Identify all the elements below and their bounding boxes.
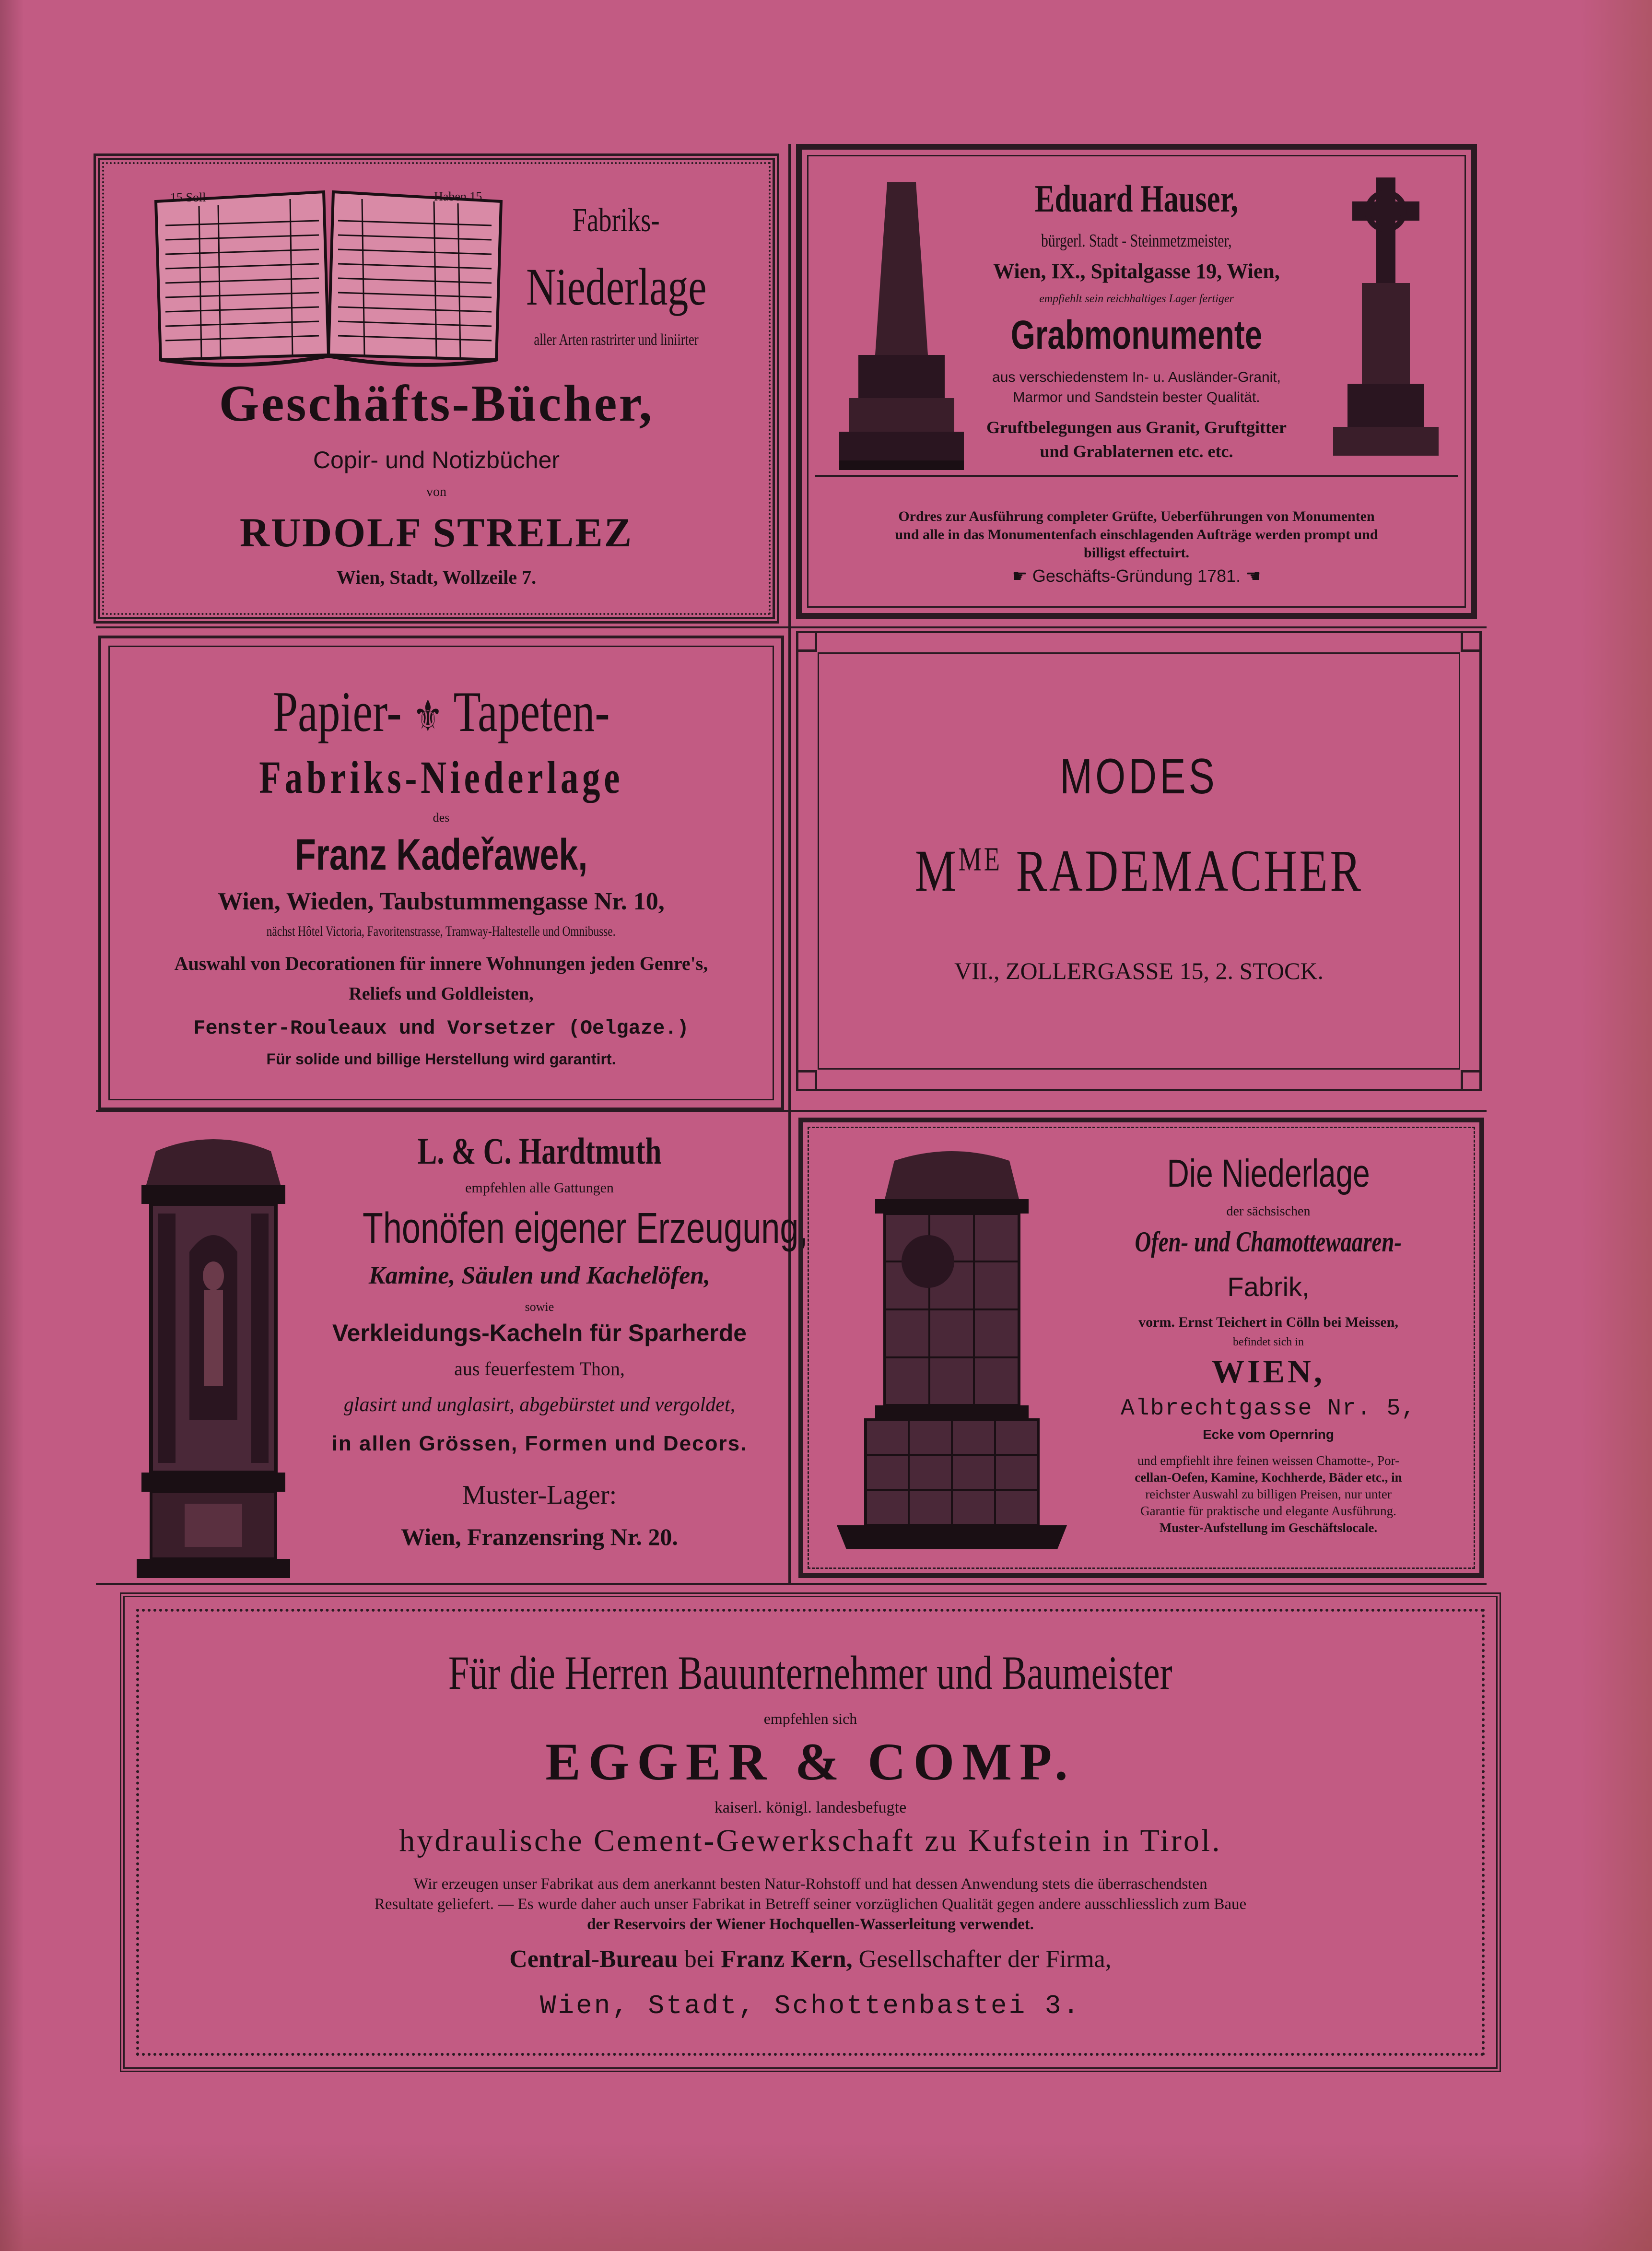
hauser-name: Eduard Hauser,: [1034, 178, 1239, 220]
double-eagle-crest-icon: ⚜: [412, 693, 443, 741]
hauser-gruendung: ☛ Geschäfts-Gründung 1781. ☚: [1012, 566, 1261, 586]
corner-square-br: [1461, 1070, 1482, 1091]
hauser-rule: [815, 475, 1458, 477]
kaderawek-papier-tapeten: Papier- ⚜ Tapeten-: [272, 680, 610, 743]
ad-franz-kaderawek: [98, 636, 784, 1110]
hauser-marmor: Marmor und Sandstein bester Qualität.: [1013, 389, 1260, 405]
ad-hardtmuth: [98, 1118, 808, 1588]
teichert-text-1: und empfiehlt ihre feinen weissen Chamotte-, Por-: [1137, 1453, 1400, 1468]
strelez-arten: aller Arten rastrirter und liniirter: [534, 331, 699, 349]
strelez-von: von: [426, 484, 446, 499]
teichert-wien: WIEN,: [1212, 1353, 1325, 1390]
teichert-text-4: Garantie für praktische und elegante Ausführung.: [1140, 1504, 1396, 1518]
hauser-address: Wien, IX., Spitalgasse 19, Wien,: [993, 259, 1280, 283]
hardtmuth-muster-lager: Muster-Lager:: [462, 1480, 617, 1510]
hauser-empfiehlt: empfiehlt sein reichhaltiges Lager fertiger: [1039, 293, 1234, 305]
kaderawek-address: Wien, Wieden, Taubstummengasse Nr. 10,: [218, 888, 665, 915]
teichert-fabrik: Fabrik,: [1227, 1272, 1310, 1302]
strelez-fabriks: Fabriks-: [573, 202, 660, 239]
ledger-book-illustration: [146, 182, 511, 365]
corner-square-tl: [796, 631, 817, 652]
rademacher-address: VII., ZOLLERGASSE 15, 2. STOCK.: [954, 957, 1324, 984]
hardtmuth-glasirt: glasirt und unglasirt, abgebürstet und vergoldet,: [343, 1394, 736, 1416]
kaderawek-garantirt: Für solide und billige Herstellung wird garantirt.: [266, 1050, 616, 1068]
page-edge-right: [1580, 0, 1652, 2251]
teichert-albrechtgasse: Albrechtgasse Nr. 5,: [1120, 1396, 1417, 1422]
hardtmuth-thonoefen: Thonöfen eigener Erzeugung,: [362, 1204, 808, 1252]
hauser-ordres-3: billigst effectuirt.: [1084, 545, 1189, 561]
egger-cement: hydraulische Cement-Gewerkschaft zu Kufstein in Tirol.: [399, 1823, 1222, 1858]
egger-empfehlen: empfehlen sich: [763, 1710, 857, 1727]
ad-mme-rademacher: [796, 631, 1482, 1091]
kaderawek-fabriks-niederlage: Fabriks-Niederlage: [258, 752, 624, 803]
ad-eduard-hauser: [796, 144, 1477, 619]
row-divider-1: [96, 626, 1487, 628]
pointing-hand-right-icon: ☚: [1241, 566, 1261, 586]
corner-square-bl: [796, 1070, 817, 1091]
kaderawek-naechst: nächst Hôtel Victoria, Favoritenstrasse, Tramway-Haltestelle und Omnibusse.: [267, 923, 616, 939]
rademacher-name: $M^{ME}$ RADEMACHER: [914, 838, 1363, 904]
teichert-text-5: Muster-Aufstellung im Geschäftslocale.: [1159, 1520, 1378, 1535]
hardtmuth-address: Wien, Franzensring Nr. 20.: [401, 1523, 678, 1550]
kaderawek-reliefs: Reliefs und Goldleisten,: [349, 984, 534, 1004]
hardtmuth-sowie: sowie: [525, 1300, 554, 1314]
teichert-befindet: befindet sich in: [1233, 1336, 1304, 1348]
ad-rudolf-strelez: [94, 153, 779, 624]
hardtmuth-empfehlen: empfehlen alle Gattungen: [465, 1180, 614, 1196]
hardtmuth-verkleidungs: Verkleidungs-Kacheln für Sparherde: [332, 1320, 747, 1346]
hauser-ordres-1: Ordres zur Ausführung completer Grüfte, Ueberführungen von Monumenten: [898, 508, 1375, 524]
teichert-niederlage: Die Niederlage: [1167, 1152, 1370, 1195]
corner-square-tr: [1461, 631, 1482, 652]
strelez-name: RUDOLF STRELEZ: [239, 509, 633, 555]
ledger-right-label: Haben 15: [434, 189, 482, 203]
hauser-grabmonumente: Grabmonumente: [1010, 312, 1263, 357]
egger-text-3: der Reservoirs der Wiener Hochquellen-Wasserleitung verwendet.: [587, 1916, 1034, 1933]
strelez-address: Wien, Stadt, Wollzeile 7.: [336, 566, 537, 588]
hauser-title: bürgerl. Stadt - Steinmetzmeister,: [1041, 231, 1232, 251]
teichert-vorm: vorm. Ernst Teichert in Cölln bei Meissen,: [1138, 1314, 1398, 1330]
ad-egger-comp: [120, 1592, 1501, 2072]
kaderawek-auswahl: Auswahl von Decorationen für innere Wohnungen jeden Genre's,: [174, 953, 708, 974]
egger-central-bureau: Central-Bureau bei Franz Kern, Gesellschafter der Firma,: [509, 1945, 1112, 1973]
page-edge-bottom: [0, 2141, 1652, 2251]
pointing-hand-left-icon: ☛: [1012, 566, 1032, 586]
hardtmuth-groessen: in allen Grössen, Formen und Decors.: [331, 1432, 748, 1455]
egger-address: Wien, Stadt, Schottenbastei 3.: [539, 1991, 1081, 2021]
strelez-copir: Copir- und Notizbücher: [313, 447, 560, 473]
tile-stove-illustration: [127, 1132, 300, 1583]
egger-text-2: Resultate geliefert. — Es wurde daher auch unser Fabrikat in Betreff seiner vorzüglichen Qualität gegen andere ausschliesslich zum Baue: [374, 1896, 1247, 1913]
hauser-gruftbelegungen: Gruftbelegungen aus Granit, Gruftgitter: [986, 418, 1287, 437]
egger-kaiserl: kaiserl. königl. landesbefugte: [714, 1799, 907, 1816]
egger-headline: Für die Herren Bauunternehmer und Baumeister: [448, 1646, 1172, 1699]
strelez-geschaefts-buecher: Geschäfts-Bücher,: [219, 375, 654, 432]
hauser-granit: aus verschiedenstem In- u. Ausländer-Granit,: [992, 369, 1281, 385]
chamotte-stove-illustration: [837, 1146, 1067, 1559]
hardtmuth-name: L. & C. Hardtmuth: [417, 1130, 662, 1172]
strelez-niederlage: Niederlage: [526, 258, 707, 316]
kaderawek-des: des: [433, 811, 450, 825]
hauser-grablaternen: und Grablaternen etc. etc.: [1040, 442, 1233, 461]
kaderawek-fenster: Fenster-Rouleaux und Vorsetzer (Oelgaze.): [193, 1017, 689, 1040]
page-shadow-left: [0, 0, 24, 2251]
hardtmuth-kamine: Kamine, Säulen und Kachelöfen,: [368, 1262, 711, 1289]
teichert-text-2: cellan-Oefen, Kamine, Kochherde, Bäder etc., in: [1135, 1470, 1402, 1485]
ledger-left-label: 15 Soll: [170, 190, 206, 204]
ad-teichert-niederlage: [798, 1118, 1484, 1578]
teichert-ofen: Ofen- und Chamottewaaren-: [1135, 1226, 1402, 1258]
egger-text-1: Wir erzeugen unser Fabrikat aus dem anerkannt besten Natur-Rohstoff und hat dessen Anwendung stets die überraschendsten: [413, 1875, 1207, 1893]
column-divider: [788, 144, 791, 1583]
hauser-ordres-2: und alle in das Monumentenfach einschlagenden Aufträge werden prompt und: [895, 527, 1378, 542]
teichert-text-3: reichster Auswahl zu billigen Preisen, nur unter: [1145, 1487, 1392, 1501]
teichert-saechsischen: der sächsischen: [1226, 1204, 1311, 1219]
kaderawek-name: Franz Kadeřawek,: [294, 830, 588, 879]
egger-name: EGGER & COMP.: [545, 1732, 1076, 1791]
teichert-opernring: Ecke vom Opernring: [1203, 1427, 1334, 1442]
rademacher-modes: MODES: [1060, 749, 1218, 804]
hardtmuth-thon: aus feuerfestem Thon,: [454, 1358, 625, 1379]
